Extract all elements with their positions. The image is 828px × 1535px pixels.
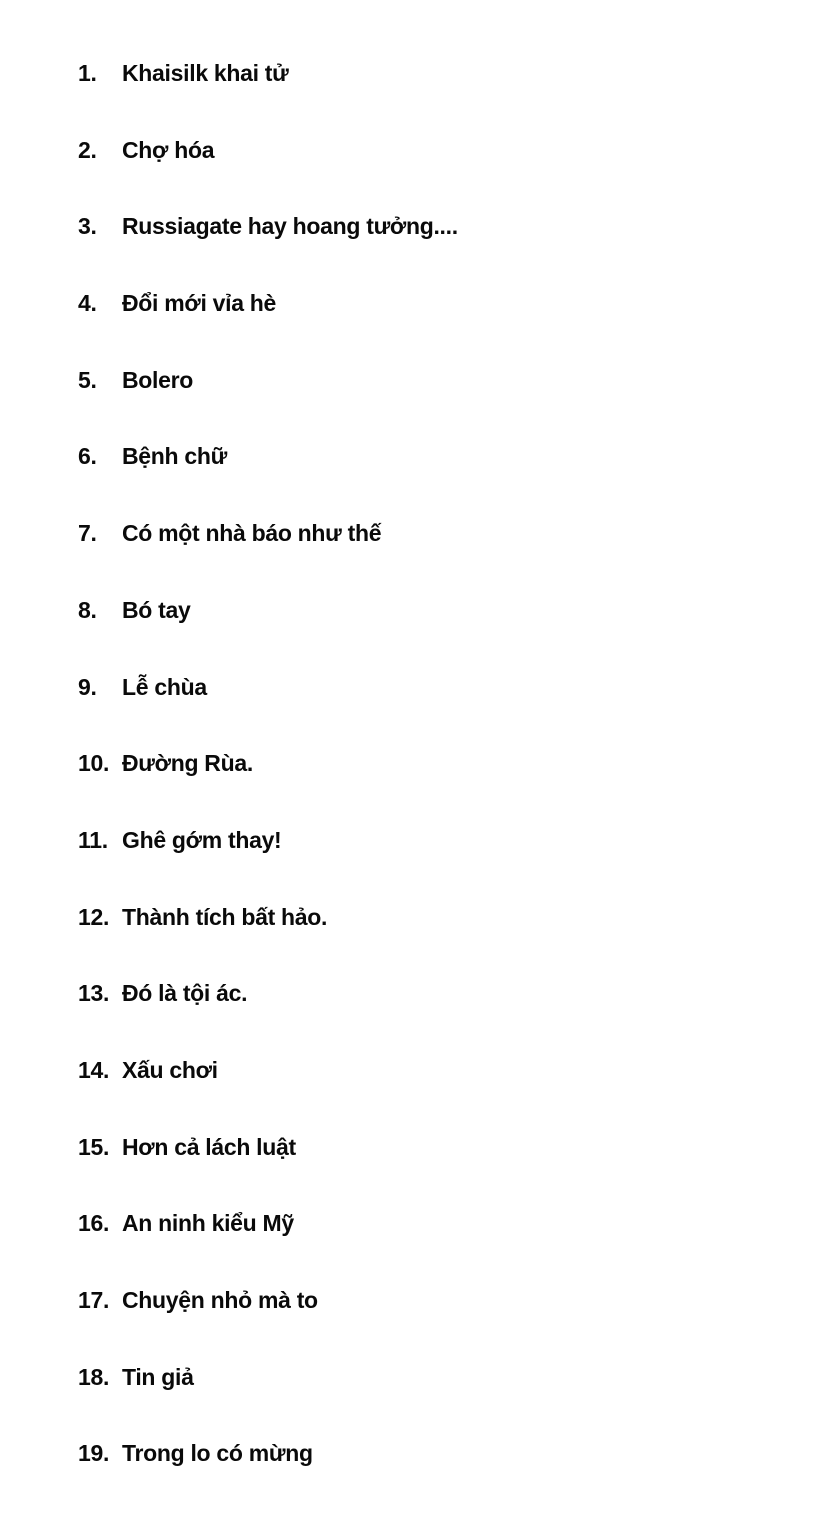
list-item-number: 10. [78,750,110,777]
list-item [78,1056,798,1084]
list-item-number: 11. [78,826,108,853]
list-item [78,289,798,317]
list-item [78,442,798,470]
list-item [78,1286,798,1314]
list-item-text: Tin giả [122,1363,194,1390]
numbered-list [78,59,798,1467]
list-item [78,826,798,854]
list-item-text: Khaisilk khai tử [122,60,289,86]
list-item-number: 5. [78,366,97,393]
list-item [78,979,798,1007]
list-item [78,1209,798,1237]
list-item [78,212,798,240]
list-item-number: 2. [78,136,97,163]
list-item-number: 15. [78,1133,110,1160]
list-item-number: 6. [78,443,97,470]
list-item-text: Bệnh chữ [122,443,227,470]
list-item-text: Chợ hóa [122,136,215,163]
list-item [78,673,798,701]
list-item-text: Đổi mới vỉa hè [122,290,277,317]
list-item-number: 19. [78,1440,110,1467]
list-item [78,749,798,777]
list-item-number: 18. [78,1363,110,1390]
list-item-text: Lễ chùa [122,673,207,700]
list-item-text: Có một nhà báo như thế [122,520,382,547]
list-item-number: 12. [78,903,110,930]
list-item-number: 16. [78,1210,110,1237]
list-item-text: Chuyện nhỏ mà to [122,1287,318,1313]
list-item [78,136,798,164]
list-item [78,59,798,87]
list-item-number: 14. [78,1056,110,1083]
list-item-text: Ghê gớm thay! [122,826,282,853]
list-item [78,366,798,394]
list-item [78,519,798,547]
list-item [78,1133,798,1161]
list-item-number: 9. [78,673,97,700]
list-item [78,596,798,624]
list-item-text: Bolero [122,366,194,393]
list-item [78,1363,798,1391]
list-item-text: Hơn cả lách luật [122,1133,296,1160]
list-item-text: Trong lo có mừng [122,1440,313,1467]
list-item-text: Thành tích bất hảo. [122,903,328,930]
list-item-text: Đường Rùa. [122,750,253,777]
list-item-number: 13. [78,980,110,1007]
list-item-text: Xấu chơi [122,1056,218,1083]
list-item-text: An ninh kiểu Mỹ [122,1210,294,1237]
list-item-number: 17. [78,1287,110,1313]
list-item-number: 1. [78,60,97,86]
list-item-number: 3. [78,213,97,240]
list-item-text: Đó là tội ác. [122,980,248,1007]
list-item-number: 8. [78,596,97,623]
list-item-text: Russiagate hay hoang tưởng.... [122,213,458,240]
list-item [78,1439,798,1467]
list-item [78,903,798,931]
list-item-number: 7. [78,520,97,547]
list-item-text: Bó tay [122,596,191,623]
list-item-number: 4. [78,290,97,317]
